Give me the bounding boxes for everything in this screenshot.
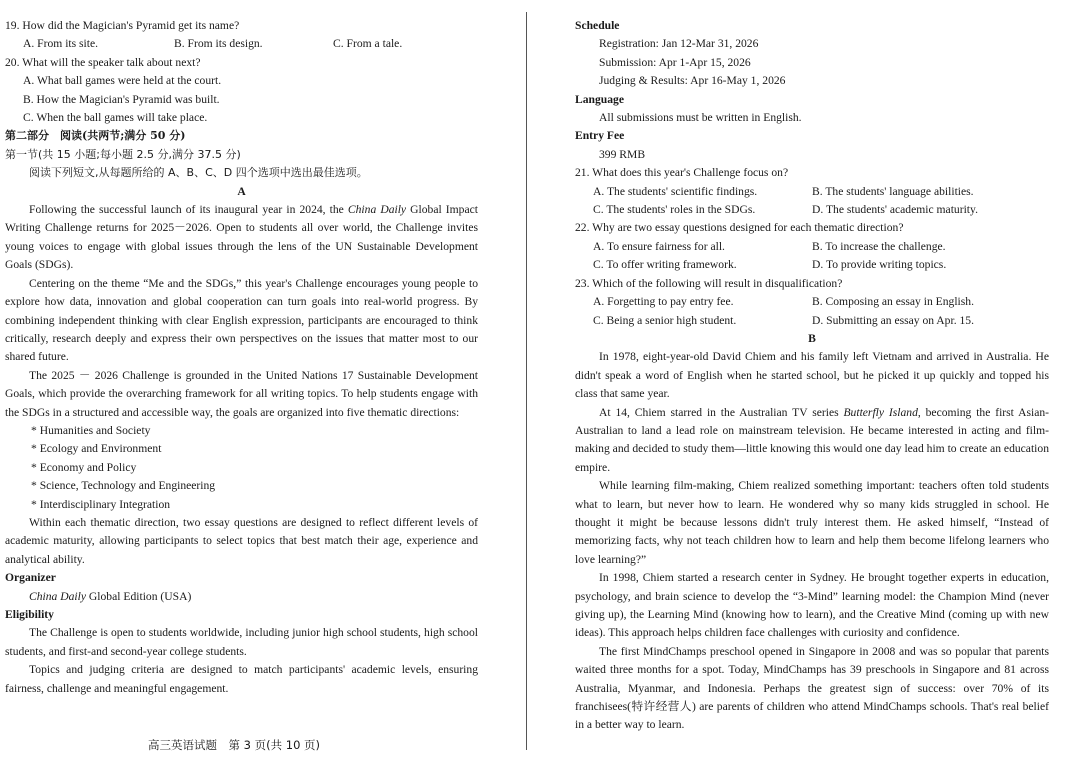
q21-options-row-1 [575,183,1049,201]
q23-option-c[interactable]: C. Being a senior high student. [593,313,737,327]
organizer-heading: Organizer [5,571,56,585]
eligibility-paragraph-2: Topics and judging criteria are designed to match participants' academic levels, ensuring fairness, challenge and meaningful engagement. [5,663,478,695]
q22-option-b[interactable]: B. To increase the challenge. [812,239,946,253]
passage-b-letter: B [808,331,816,345]
passage-b-paragraph-2: At 14, Chiem starred in the Australian TV series Butterfly Island, becoming the first Asian-Australian to land a lead role on mainstream television. He became interested in acting and film-making and decided to study them—little knowing this would one day lead him to create an education empire. [575,405,1049,474]
q19-options [5,35,478,53]
q23-option-a[interactable]: A. Forgetting to pay entry fee. [593,295,734,309]
direction-item: * Science, Technology and Engineering [5,477,478,495]
direction-item: * Interdisciplinary Integration [5,496,478,514]
q19-stem: 19. How did the Magician's Pyramid get its name? [5,19,240,32]
language-heading: Language [575,92,624,106]
q19-option-a[interactable]: A. From its site. [23,37,99,51]
entry-fee-text: 399 RMB [599,147,646,161]
passage-b-paragraph-3: While learning film-making, Chiem realized something important: teachers often told students what to learn, but never how to learn. He wondered why so many kids struggled in school. He thought it might be because lessons didn't truly interest them. He asked himself, “Instead of memorizing facts, why not teach children how to learn and help them become lifelong learners who love learning?” [575,479,1049,566]
passage-a-paragraph-3: The 2025 － 2026 Challenge is grounded in the United Nations 17 Sustainable Development Goals, which provide the overarching framework for all writing topics. To help students engage with the SDGs in a structured and accessible way, the goals are organized into five thematic directions: [5,368,478,419]
section1-title: 第一节(共 15 小题;每小题 2.5 分,满分 37.5 分) [5,147,241,161]
reading-instruction: 阅读下列短文,从每题所给的 A、B、C、D 四个选项中选出最佳选项。 [29,166,368,180]
passage-a-letter: A [237,184,246,198]
passage-a-paragraph-4: Within each thematic direction, two essay questions are designed to reflect different levels of academic maturity, allowing participants to select topics that best match their age, experience and analytical ability. [5,515,478,566]
page-footer: 高三英语试题 第 3 页(共 10 页) [148,738,321,752]
q22-option-a[interactable]: A. To ensure fairness for all. [593,239,725,253]
direction-item: * Humanities and Society [5,422,478,440]
organizer-text: China Daily Global Edition (USA) [29,589,192,603]
direction-item: * Economy and Policy [5,459,478,477]
q23-options-row-2 [575,312,1049,330]
q20-stem: 20. What will the speaker talk about next? [5,55,201,69]
q22-stem: 22. Why are two essay questions designed for each thematic direction? [575,221,904,235]
schedule-item: Submission: Apr 1-Apr 15, 2026 [599,55,751,69]
passage-a-paragraph-1: Following the successful launch of its inaugural year in 2024, the China Daily Global Impact Writing Challenge returns for 2025－2026. Open to students all over world, the Challenge invites young voices to engage with global issues through the lens of the UN Sustainable Development Goals (SDGs). [5,203,478,272]
language-text: All submissions must be written in English. [599,111,802,125]
q22-options-row-2 [575,256,1049,274]
part2-title: 第二部分 阅读(共两节;满分 50 分) [5,129,186,143]
right-column [575,17,1049,735]
q23-option-d[interactable]: D. Submitting an essay on Apr. 15. [812,313,974,327]
q21-option-d[interactable]: D. The students' academic maturity. [812,203,978,217]
q21-option-c[interactable]: C. The students' roles in the SDGs. [593,203,756,217]
left-column [5,17,478,698]
q22-option-d[interactable]: D. To provide writing topics. [812,258,947,272]
direction-item: * Ecology and Environment [5,440,478,458]
passage-b-paragraph-4: In 1998, Chiem started a research center in Sydney. He brought together experts in education, psychology, and brain science to develop the “3-Mind” learning model: the Champion Mind (never giving up), the Learning Mind (knowing how to learn), and the Creative Mind (coming up with new ideas). This approach helps children face challenges with curiosity and confidence. [575,571,1049,640]
column-divider [526,12,527,750]
passage-b-paragraph-1: In 1978, eight-year-old David Chiem and his family left Vietnam and arrived in Australia. He didn't speak a word of English when he started school, but he picked it up quickly and topped his class that same year. [575,350,1049,401]
q21-stem: 21. What does this year's Challenge focus on? [575,166,789,180]
eligibility-heading: Eligibility [5,608,54,621]
q23-option-b[interactable]: B. Composing an essay in English. [812,295,974,309]
passage-a-paragraph-2: Centering on the theme “Me and the SDGs,” this year's Challenge encourages young people to explore how data, innovation and global cooperation can turn goals into real-world progress. By combining independent thinking with clear English expression, participants are encouraged to think critically, research deeply and express their own perspectives on the issues that matter most to our shared future. [5,276,478,364]
q20-option-b[interactable]: B. How the Magician's Pyramid was built. [23,92,220,106]
passage-b-paragraph-5: The first MindChamps preschool opened in Singapore in 2008 and was so popular that parents waited three months for a spot. Today, MindChamps has 39 preschools in Singapore and 81 across Australia, Myanmar, and Indonesia. Perhaps the greatest sign of success: over 70% of its franchisees(特许经营人) are parents of children who attend MindChamps schools. That's real belief in a better way to learn. [575,644,1049,732]
entry-fee-heading: Entry Fee [575,129,625,143]
q19-option-b[interactable]: B. From its design. [174,37,263,51]
q22-options-row-1 [575,238,1049,256]
q21-option-a[interactable]: A. The students' scientific findings. [593,184,758,198]
schedule-item: Judging & Results: Apr 16-May 1, 2026 [599,74,786,88]
q22-option-c[interactable]: C. To offer writing framework. [593,258,737,272]
q23-options-row-1 [575,293,1049,311]
q21-options-row-2 [575,201,1049,219]
eligibility-paragraph-1: The Challenge is open to students worldwide, including junior high school students, high school students, and first-and second-year college students. [5,626,478,658]
schedule-item: Registration: Jan 12-Mar 31, 2026 [599,37,759,51]
q23-stem: 23. Which of the following will result in disqualification? [575,276,843,290]
q19-option-c[interactable]: C. From a tale. [333,37,403,51]
q20-option-c[interactable]: C. When the ball games will take place. [23,111,208,125]
q21-option-b[interactable]: B. The students' language abilities. [812,184,974,198]
schedule-heading: Schedule [575,19,620,32]
q20-option-a[interactable]: A. What ball games were held at the court. [23,74,222,88]
